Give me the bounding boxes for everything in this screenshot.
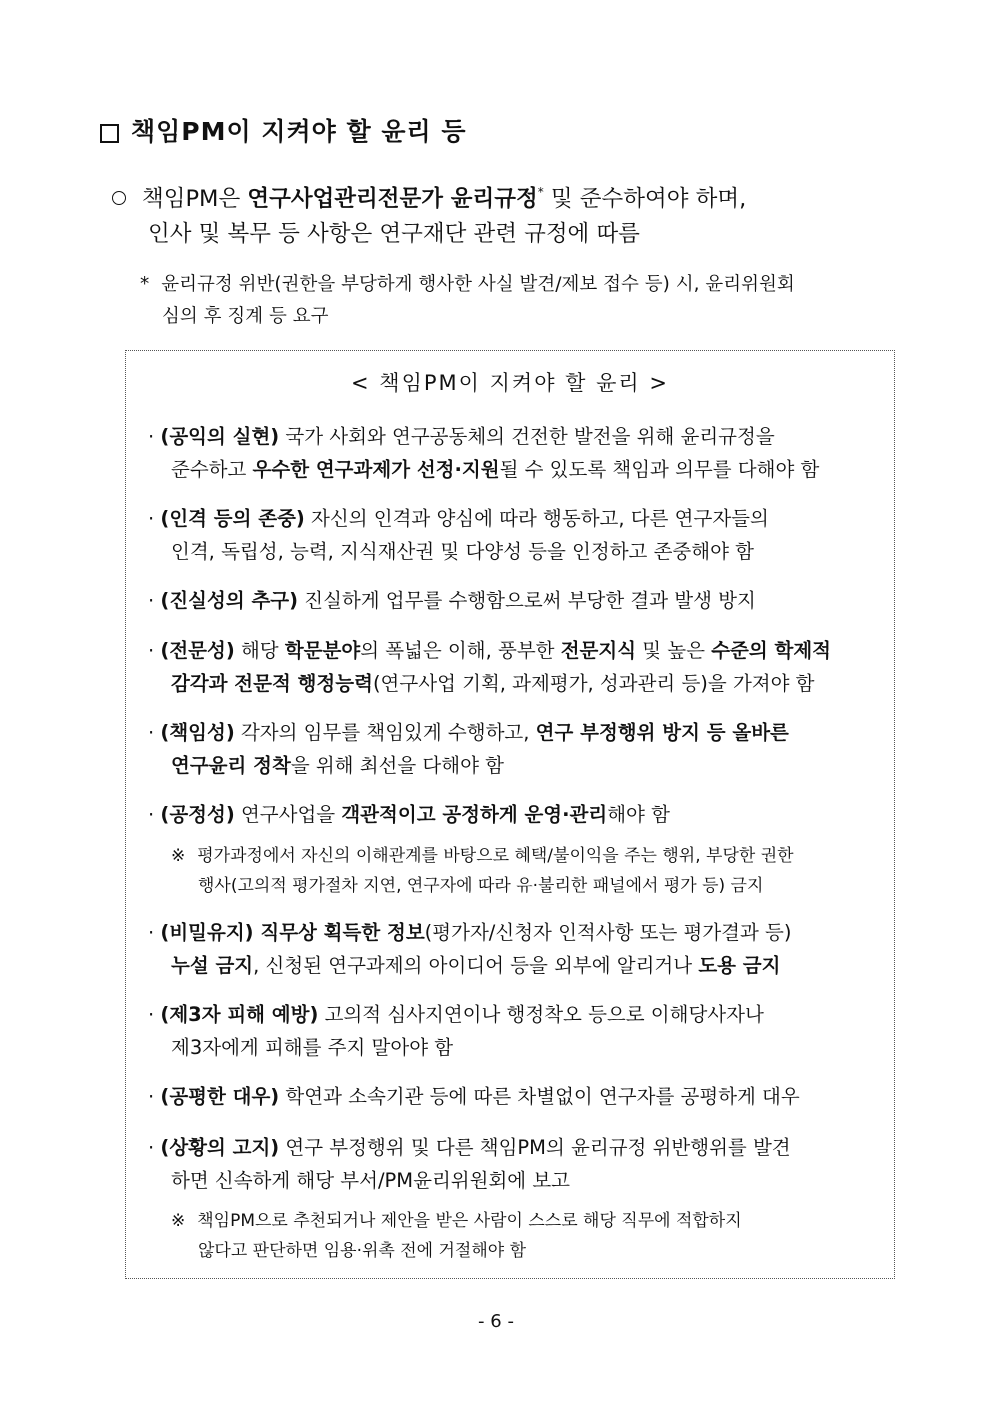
ethics-item-1-line-1: · (공익의 실현) 국가 사회와 연구공동체의 건전한 발전을 위해 윤리규정을 [148,425,775,448]
ethics-item-10-note-line-1: ※ 책임PM으로 추천되거나 제안을 받은 사람이 스스로 해당 직무에 적합하지 [171,1211,742,1231]
bullet-paragraph-line-2: 인사 및 복무 등 사항은 연구재단 관련 규정에 따름 [148,221,640,247]
ethics-item-6-note-line-2: 행사(고의적 평가절차 지연, 연구자에 따라 유·불리한 패널에서 평가 등) 금지 [198,876,764,896]
ethics-item-2-line-2: 인격, 독립성, 능력, 지식재산권 및 다양성 등을 인정하고 존중해야 함 [171,540,754,563]
ethics-item-4-line-1: · (전문성) 해당 학문분야의 폭넓은 이해, 풍부한 전문지식 및 높은 수준의 학제적 [148,639,831,662]
ethics-item-4-line-2: 감각과 전문적 행정능력(연구사업 기획, 과제평가, 성과관리 등)을 가져야 함 [171,672,815,695]
ethics-item-10-line-2: 하면 신속하게 해당 부서/PM윤리위원회에 보고 [171,1169,571,1192]
ethics-item-5-line-2: 연구윤리 정착을 위해 최선을 다해야 함 [171,754,504,777]
ethics-item-6-note-line-1: ※ 평가과정에서 자신의 이해관계를 바탕으로 혜택/불이익을 주는 행위, 부당한 권한 [171,846,794,866]
footnote-line-1: * 윤리규정 위반(권한을 부당하게 행사한 사실 발견/제보 접수 등) 시, 윤리위원회 [140,274,795,295]
ethics-item-10-line-1: · (상황의 고지) 연구 부정행위 및 다른 책임PM의 윤리규정 위반행위를 발견 [148,1136,791,1159]
circle-bullet-icon [112,191,126,205]
ethics-rule-emphasis: 연구사업관리전문가 윤리규정 [247,186,538,212]
ethics-item-8-line-2: 제3자에게 피해를 주지 말아야 함 [171,1036,454,1059]
section-heading [100,112,900,152]
page-number: - 6 - [478,1311,514,1332]
checkbox-square-icon [100,124,119,143]
ethics-item-8-line-1: · (제3자 피해 예방) 고의적 심사지연이나 행정착오 등으로 이해당사자나 [148,1003,764,1026]
bullet-paragraph-line-1: 책임PM은 연구사업관리전문가 윤리규정* 및 준수하여야 하며, [112,172,912,219]
section-heading-text: 책임PM이 지켜야 할 윤리 등 [131,117,467,146]
ethics-item-7-line-2: 누설 금지, 신청된 연구과제의 아이디어 등을 외부에 알리거나 도용 금지 [171,954,781,977]
ethics-item-10-note-line-2: 않다고 판단하면 임용·위촉 전에 거절해야 함 [198,1241,527,1261]
ethics-item-9-line-1: · (공평한 대우) 학연과 소속기관 등에 따른 차별없이 연구자를 공평하게 대우 [148,1085,800,1108]
ethics-item-3-line-1: · (진실성의 추구) 진실하게 업무를 수행함으로써 부당한 결과 발생 방지 [148,589,756,612]
ethics-item-1-line-2: 준수하고 우수한 연구과제가 선정·지원될 수 있도록 책임과 의무를 다해야 함 [171,458,820,481]
ethics-item-5-line-1: · (책임성) 각자의 임무를 책임있게 수행하고, 연구 부정행위 방지 등 올바른 [148,721,789,744]
footnote-line-2: 심의 후 징계 등 요구 [162,306,329,327]
ethics-box-title: < 책임PM이 지켜야 할 윤리 > [351,371,669,395]
ethics-item-6-line-1: · (공정성) 연구사업을 객관적이고 공정하게 운영·관리해야 함 [148,803,670,826]
ethics-item-7-line-1: · (비밀유지) 직무상 획득한 정보(평가자/신청자 인적사항 또는 평가결과 등) [148,921,792,944]
ethics-item-2-line-1: · (인격 등의 존중) 자신의 인격과 양심에 따라 행동하고, 다른 연구자들의 [148,507,769,530]
